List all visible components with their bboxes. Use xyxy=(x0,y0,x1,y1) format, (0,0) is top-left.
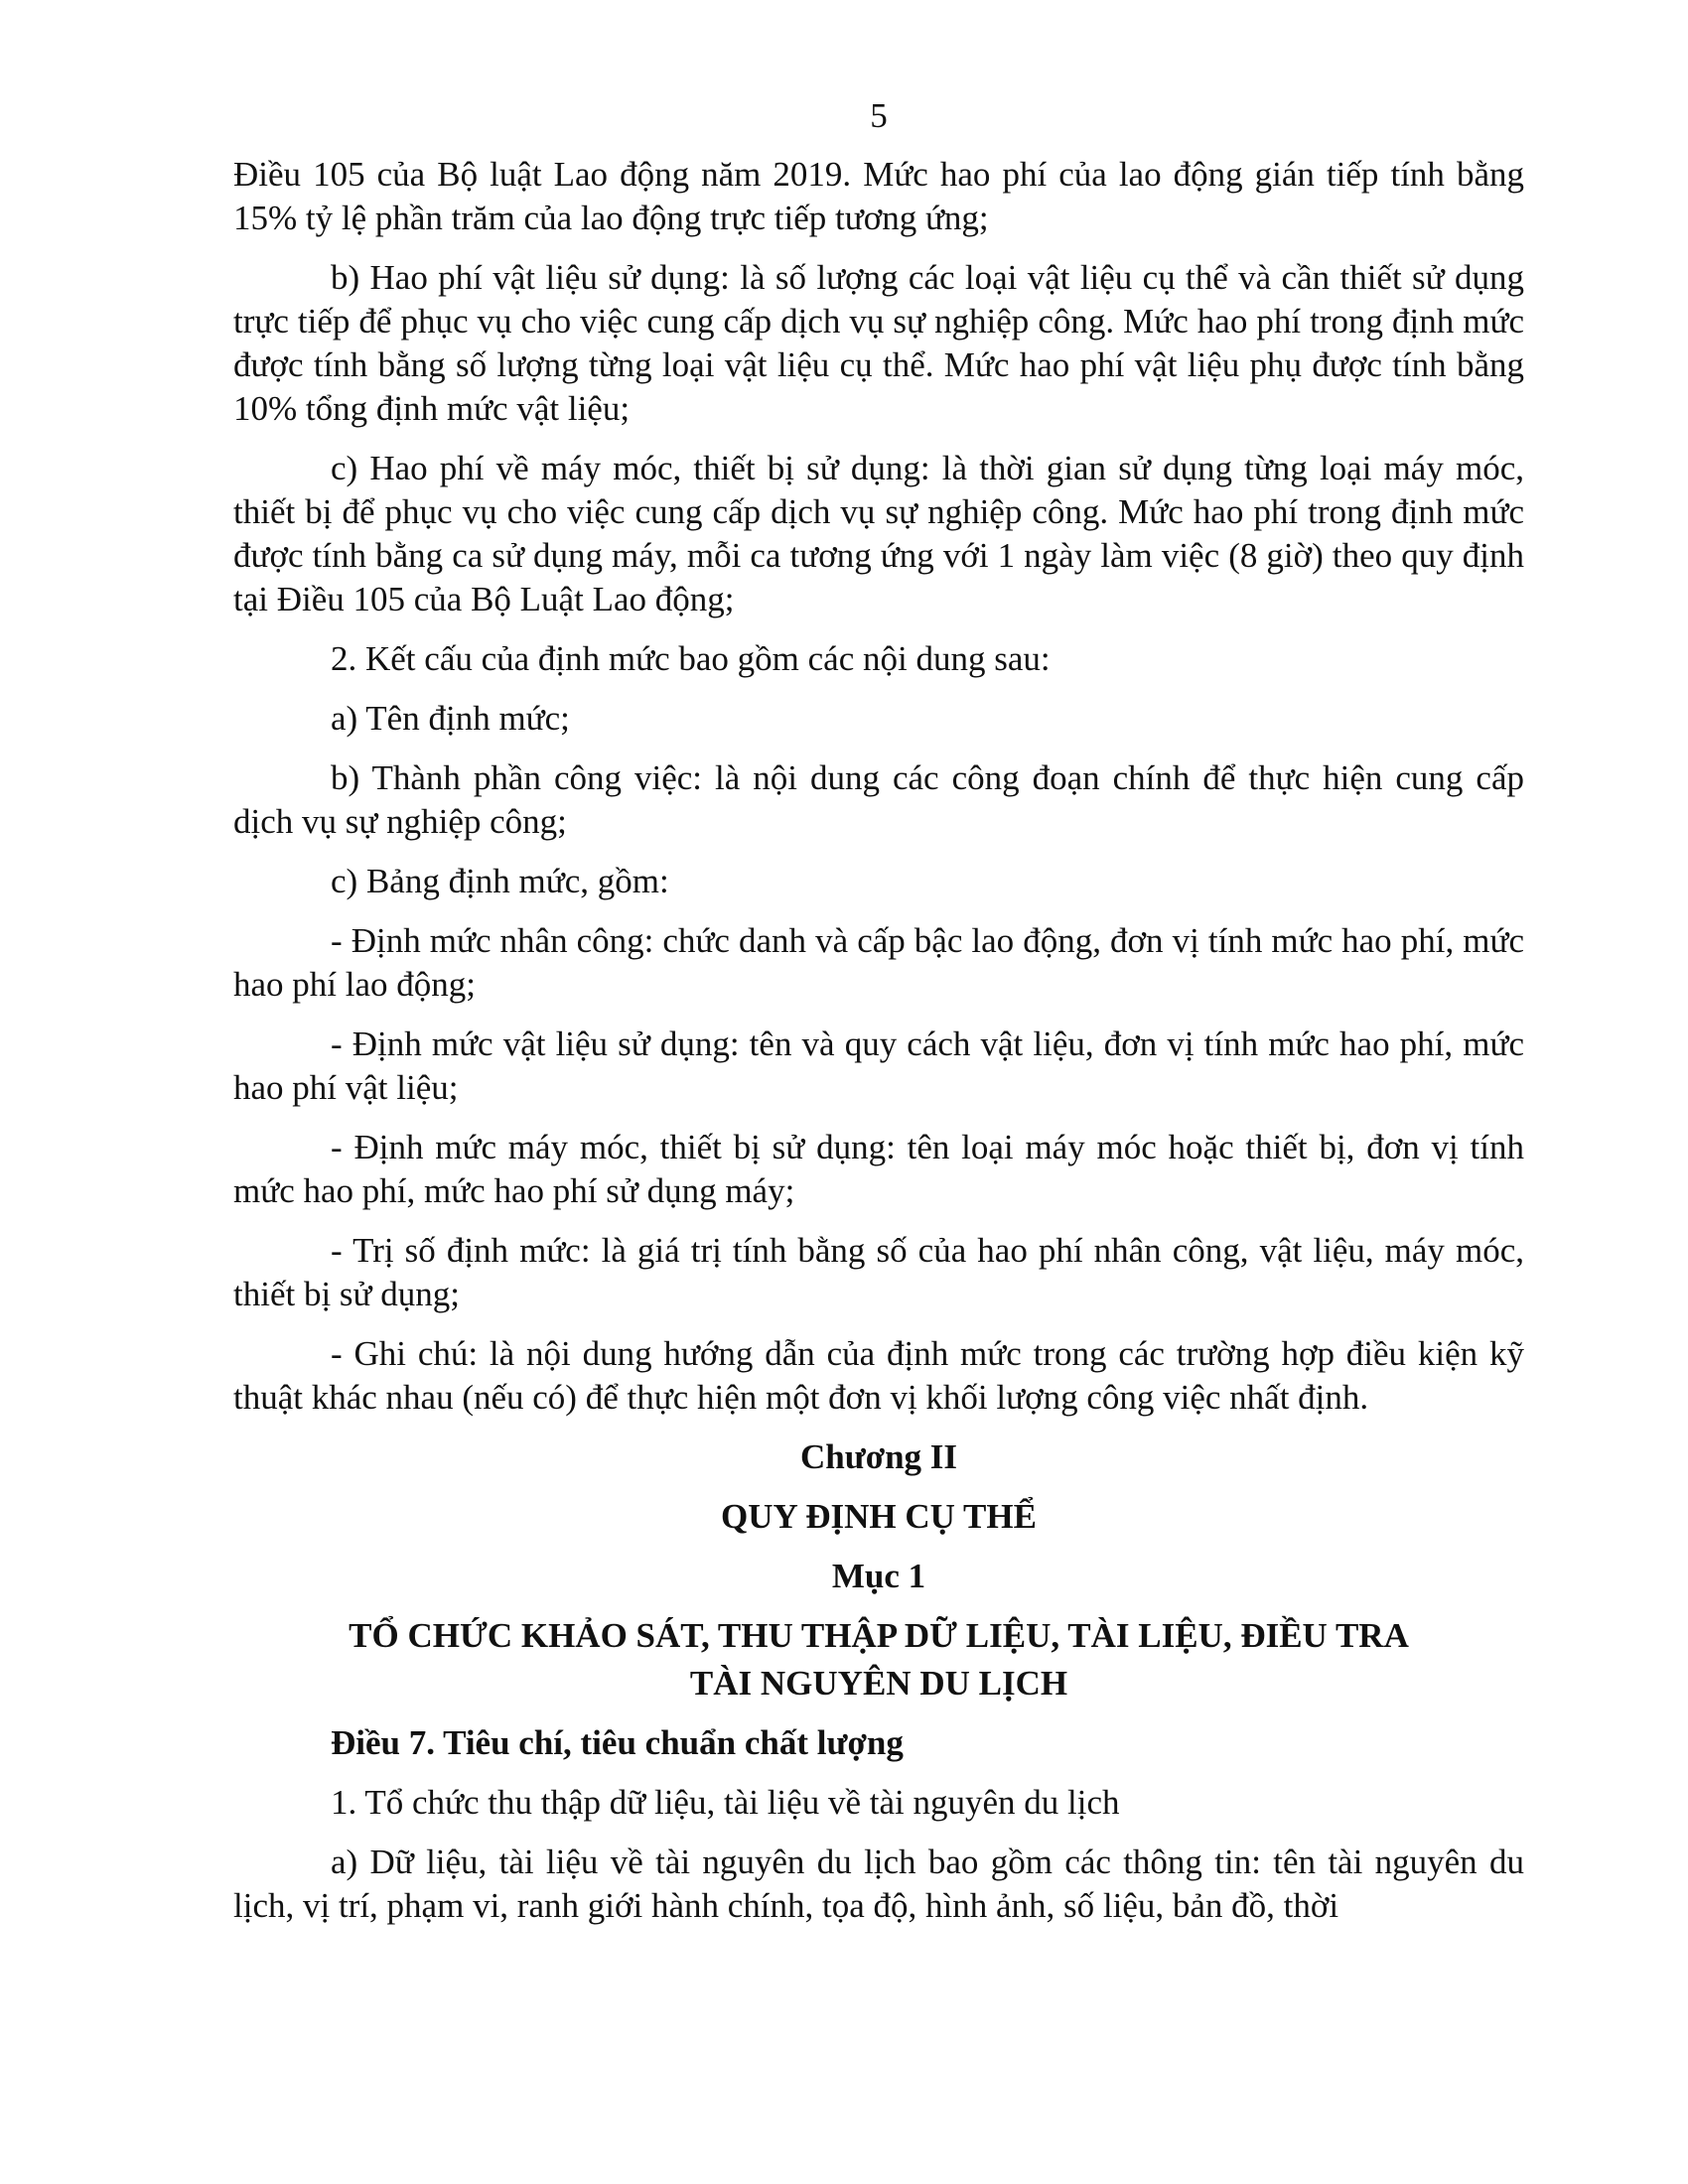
paragraph-structure: 2. Kết cấu của định mức bao gồm các nội dung sau: xyxy=(331,639,1051,678)
paragraph-machine-norm: - Định mức máy móc, thiết bị sử dụng: tên loại máy móc hoặc thiết bị, đơn vị tính mức hao phí, mức hao phí sử dụng máy; xyxy=(233,1128,1524,1210)
paragraph-labor-norm: - Định mức nhân công: chức danh và cấp bậc lao động, đơn vị tính mức hao phí, mức hao phí lao động; xyxy=(233,921,1524,1004)
paragraph-work-components: b) Thành phần công việc: là nội dung các công đoạn chính để thực hiện cung cấp dịch vụ sự nghiệp công; xyxy=(233,758,1524,841)
page-number: 5 xyxy=(870,96,888,135)
article-title: Điều 7. Tiêu chí, tiêu chuẩn chất lượng xyxy=(331,1723,904,1762)
paragraph-data-contents: a) Dữ liệu, tài liệu về tài nguyên du lịch bao gồm các thông tin: tên tài nguyên du lịch, vị trí, phạm vi, ranh giới hành chính, tọa độ, hình ảnh, số liệu, bản đồ, thời xyxy=(233,1843,1524,1925)
paragraph-notes: - Ghi chú: là nội dung hướng dẫn của định mức trong các trường hợp điều kiện kỹ thuật khác nhau (nếu có) để thực hiện một đơn vị khối lượng công việc nhất định. xyxy=(233,1334,1524,1417)
paragraph-norm-value: - Trị số định mức: là giá trị tính bằng số của hao phí nhân công, vật liệu, máy móc, thiết bị sử dụng; xyxy=(233,1231,1524,1313)
section-title-line-2: TÀI NGUYÊN DU LỊCH xyxy=(689,1664,1068,1703)
document-page xyxy=(233,94,1524,1944)
chapter-label: Chương II xyxy=(799,1437,958,1476)
section-title-line-1: TỔ CHỨC KHẢO SÁT, THU THẬP DỮ LIỆU, TÀI LIỆU, ĐIỀU TRA xyxy=(349,1616,1409,1655)
paragraph-material-norm: - Định mức vật liệu sử dụng: tên và quy cách vật liệu, đơn vị tính mức hao phí, mức hao phí vật liệu; xyxy=(233,1024,1524,1107)
paragraph-collect-data: 1. Tổ chức thu thập dữ liệu, tài liệu về tài nguyên du lịch xyxy=(331,1783,1120,1822)
chapter-title: QUY ĐỊNH CỤ THỂ xyxy=(721,1497,1037,1536)
section-label: Mục 1 xyxy=(831,1557,926,1595)
paragraph-norm-name: a) Tên định mức; xyxy=(331,699,570,738)
paragraph-norm-table: c) Bảng định mức, gồm: xyxy=(331,862,669,900)
paragraph-material-cost: b) Hao phí vật liệu sử dụng: là số lượng các loại vật liệu cụ thể và cần thiết sử dụng trực tiếp để phục vụ cho việc cung cấp dịch vụ sự nghiệp công. Mức hao phí trong định mức được tính bằng số lượng từng loại vật liệu cụ thể. Mức hao phí vật liệu phụ được tính bằng 10% tổng định mức vật liệu; xyxy=(233,258,1524,428)
paragraph-continuation: Điều 105 của Bộ luật Lao động năm 2019. Mức hao phí của lao động gián tiếp tính bằng 15% tỷ lệ phần trăm của lao động trực tiếp tương ứng; xyxy=(233,155,1524,237)
paragraph-machine-cost: c) Hao phí về máy móc, thiết bị sử dụng: là thời gian sử dụng từng loại máy móc, thiết bị để phục vụ cho việc cung cấp dịch vụ sự nghiệp công. Mức hao phí trong định mức được tính bằng ca sử dụng máy, mỗi ca tương ứng với 1 ngày làm việc (8 giờ) theo quy định tại Điều 105 của Bộ Luật Lao động; xyxy=(233,449,1524,618)
